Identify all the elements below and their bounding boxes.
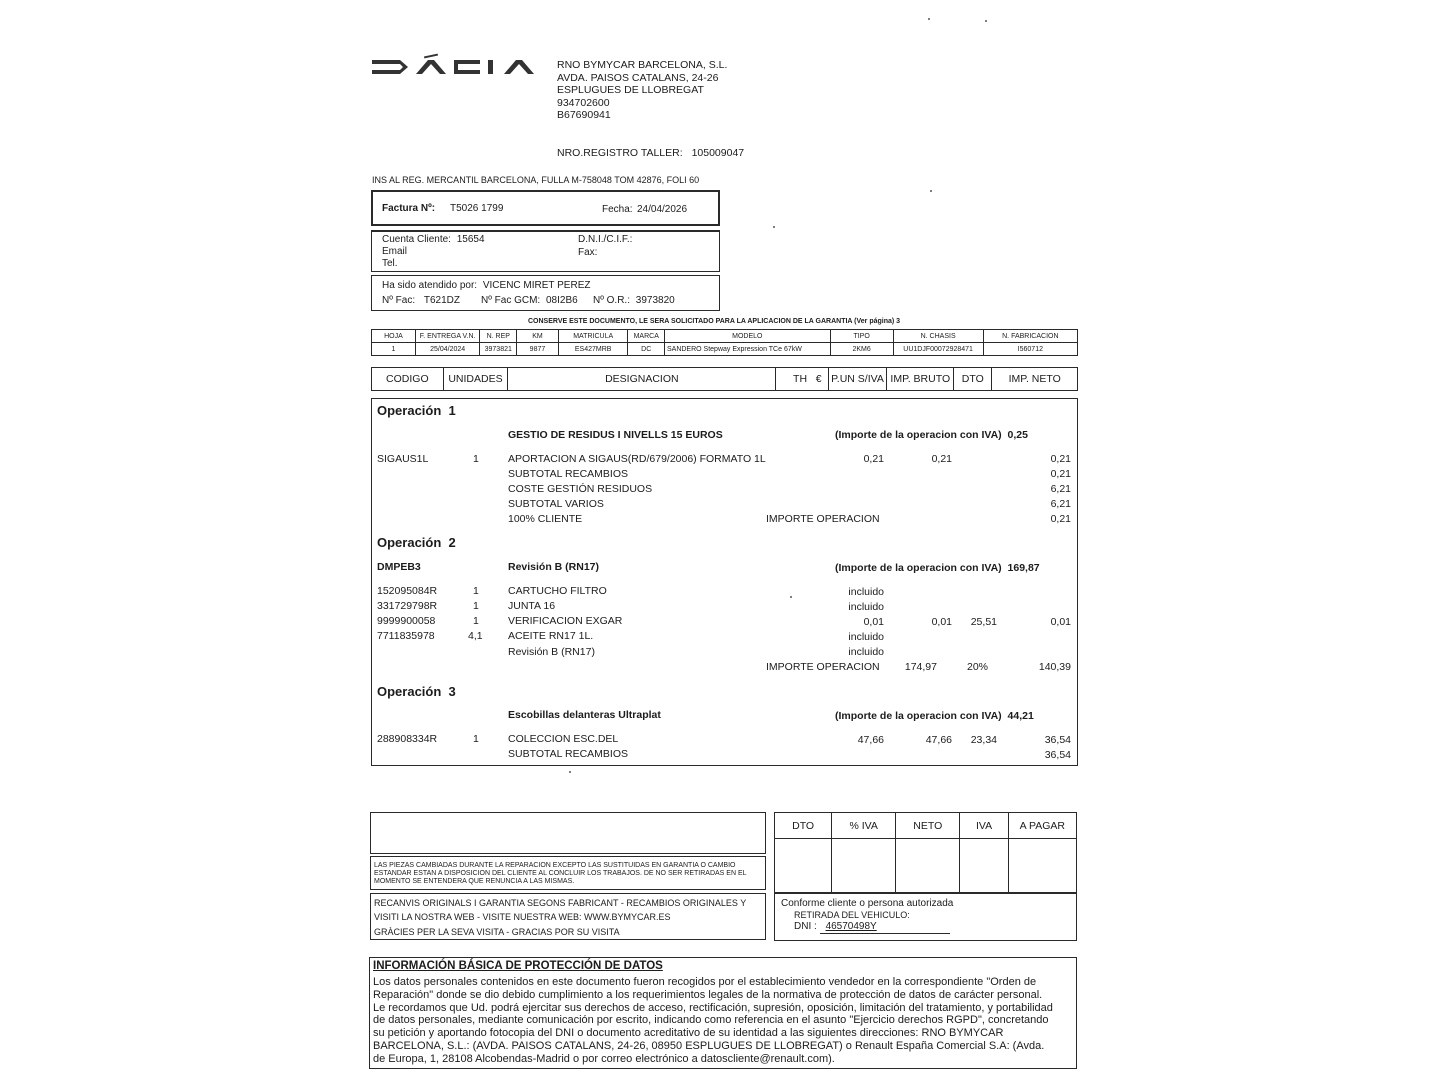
dni-label: D.N.I./C.I.F.: [578,234,633,245]
tot-iva-value [960,839,1008,893]
conforme-dni [794,921,877,932]
tot-dto-value [775,839,832,893]
op3-line-neto: 36,54 [1044,734,1071,746]
op3-line-pun: 47,66 [857,734,884,746]
op3-line-bruto: 47,66 [925,734,952,746]
privacy-line: Reparación" donde se dio debido cumplimiento a los requerimientos legales de la normativa de protección de datos de carácter personal. [373,988,1043,1001]
totals-table [774,812,1077,893]
op2-line-code: 9999900058 [377,615,436,627]
mercantil-info: INS AL REG. MERCANTIL BARCELONA, FULLA M-758048 TOM 42876, FOLI 60 [372,175,700,185]
op2-line-units: 1 [473,585,479,597]
vh-marca: MARCA [628,330,665,343]
signature-line [820,933,950,934]
op1-line-bruto: 0,21 [931,453,952,465]
op3-num: 3 [448,684,456,699]
op2-line-desc: Revisión B (RN17) [508,646,595,658]
scan-speck [569,771,571,773]
cuenta-cliente [382,234,485,245]
vh-chasis: N. CHASIS [893,330,983,343]
op1-label: Operación [377,403,442,418]
col-codigo: CODIGO [372,368,444,391]
registro-label: NRO.REGISTRO TALLER: [557,147,683,159]
fecha-value: 24/04/2026 [637,204,688,215]
op3-importe-value: 44,21 [1007,710,1034,722]
op2-line-desc: CARTUCHO FILTRO [508,585,607,597]
col-bruto: IMP. BRUTO [887,368,954,391]
op2-line-desc: JUNTA 16 [508,600,556,612]
scan-speck [790,596,792,598]
atendido-value: VICENC MIRET PEREZ [482,280,591,291]
vh-modelo: MODELO [664,330,830,343]
op1-line-neto: 6,21 [1050,483,1071,495]
company-cif: B67690941 [557,109,611,121]
op1-title [377,403,456,418]
company-name: RNO BYMYCAR BARCELONA, S.L. [557,59,728,71]
op2-num: 2 [448,535,456,550]
op1-line-pun: 0,21 [863,453,884,465]
privacy-line: de datos personales, mediante comunicación por escrito, indicando como referencia en el asunto "Ejercicio derechos RGPD", concretando [373,1014,1049,1027]
gcm-label: Nº Fac GCM: [481,295,541,306]
col-designacion: DESIGNACION [508,368,776,391]
op1-num: 1 [448,403,456,418]
fax-label: Fax: [578,247,598,258]
email-label: Email [382,246,408,257]
op3-line-dto: 23,34 [970,734,997,746]
op2-code: DMPEB3 [377,561,421,573]
vehicle-value-row [372,343,1078,356]
vh-hoja: HOJA [372,330,416,343]
scan-speck [928,18,930,20]
op1-line-neto: 6,21 [1050,498,1071,510]
op1-line-desc: SUBTOTAL VARIOS [508,498,604,510]
dacia-logo [372,52,552,82]
op2-line-neto: 0,01 [1050,616,1071,628]
piezas-notice: LAS PIEZAS CAMBIADAS DURANTE LA REPARACION EXCEPTO LAS SUSTITUIDAS EN GARANTIA O CAMBIO ESTANDAR ESTAN A DISPOSICION DEL CLIENTE AL CONCLUIR LOS TRABAJOS. DE NO SER RETIRADAS EN EL MOMENTO SE ENTENDERA QUE RENUNCIA A LAS MISMAS. [374,862,747,885]
op1-importe [835,429,1028,441]
tel-label: Tel. [382,258,398,269]
company-phone: 934702600 [557,96,610,109]
op1-line-desc: SUBTOTAL RECAMBIOS [508,468,628,480]
col-th-euro [776,368,828,391]
recambios-line1: RECANVIS ORIGINALS I GARANTIA SEGONS FABRICANT - RECAMBIOS ORIGINALES Y [374,898,747,908]
privacy-line: Los datos personales contenidos en este documento fueron recogidos por el establecimiento vendedor en la correspondiente "Orden de [373,976,1037,988]
lines-header [371,367,1078,391]
tot-iva-pct: % IVA [832,813,896,839]
op2-line-units: 1 [473,615,479,627]
op1-line-neto: 0,21 [1050,513,1071,525]
privacy-line: de Europa, 1, 28108 Alcobendas-Madrid o por correo electrónico a datoscliente@renault.com). [373,1052,835,1065]
scan-speck [773,226,775,228]
op3-title [377,684,456,699]
op1-line-neto: 0,21 [1050,468,1071,480]
op3-line-neto: 36,54 [1044,749,1071,761]
privacy-text [373,976,1073,1066]
op2-importe-value: 169,87 [1007,562,1040,574]
gcm [481,295,578,306]
vv-nrep: 3973821 [480,343,517,356]
op1-line-desc: COSTE GESTIÓN RESIDUOS [508,483,653,495]
op3-line-units: 1 [473,733,479,745]
op3-label: Operación [377,684,442,699]
privacy-title: INFORMACIÓN BÁSICA DE PROTECCIÓN DE DATOS [373,960,663,972]
tot-iva: IVA [960,813,1008,839]
privacy-line: BARCELONA, S.L.: (AVDA. PAISOS CATALANS, 24-26, 08950 ESPLUGUES DE LLOBREGAT) o Renault España Comercial S.A: (Avda. [373,1039,1045,1052]
op2-label: Operación [377,535,442,550]
op2-line-pun: incluido [848,601,884,613]
op2-line-units: 4,1 [468,630,483,642]
op2-importe-dto: 20% [966,661,988,673]
vh-nrep: N. REP [480,330,517,343]
company-info [557,59,727,122]
op3-line-code: 288908334R [377,733,438,745]
recambios-line2: VISITI LA NOSTRA WEB - VISITE NUESTRA WEB: WWW.BYMYCAR.ES [374,912,671,922]
op1-line-desc: 100% CLIENTE [508,513,583,525]
vv-tipo: 2KM6 [830,343,893,356]
col-pun: P.UN S/IVA [828,368,887,391]
gcm-value: 08I2B6 [546,295,578,306]
vv-matricula: ES427MRB [558,343,628,356]
tot-neto: NETO [896,813,960,839]
conforme-dni-label: DNI : [794,921,817,932]
vh-fabricacion: N. FABRICACION [983,330,1077,343]
or-value: 3973820 [635,295,675,306]
op2-line-pun: incluido [848,586,884,598]
op3-head: Escobillas delanteras Ultraplat [508,709,661,721]
vv-entrega: 25/04/2024 [415,343,480,356]
vv-hoja: 1 [372,343,416,356]
op2-importe-label: (Importe de la operacion con IVA) [835,562,1002,574]
or-label: Nº O.R.: [593,295,630,306]
factura-value: T5026 1799 [450,203,504,214]
col-th: TH [793,373,808,385]
factura-label: Factura Nº: [382,203,436,214]
col-dto: DTO [954,368,992,391]
conforme-line1: Conforme cliente o persona autorizada [781,898,954,909]
recambios-line3: GRÀCIES PER LA SEVA VISITA - GRACIAS POR SU VISITA [374,927,620,937]
tot-pagar-value [1008,839,1076,893]
op3-line-desc: SUBTOTAL RECAMBIOS [508,748,628,760]
tot-neto-value [896,839,960,893]
conforme-dni-value: 46570498Y [825,921,877,932]
op1-line-neto: 0,21 [1050,453,1071,465]
totals-value-row [775,839,1077,893]
privacy-line: su petición y aportando fotocopia del DNI o documento acreditativo de su identidad a las siguientes direcciones: RNO BYMYCAR [373,1027,1004,1040]
op2-line-dto: 25,51 [970,616,997,628]
scan-speck [985,20,987,22]
op2-importe-neto: 140,39 [1038,661,1071,673]
col-unidades: UNIDADES [443,368,508,391]
or [593,295,675,306]
vv-marca: DC [628,343,665,356]
vh-entrega: F. ENTREGA V.N. [415,330,480,343]
tot-iva-pct-value [832,839,896,893]
op2-importe [835,562,1040,574]
atendido-label: Ha sido atendido por: [382,280,478,291]
scan-speck [930,190,932,192]
vv-modelo: SANDERO Stepway Expression TCe 67kW [664,343,830,356]
col-euro: € [815,373,822,385]
vh-tipo: TIPO [830,330,893,343]
vehicle-table [371,329,1078,356]
op2-line-pun: 0,01 [863,616,884,628]
op2-line-desc: VERIFICACION EXGAR [508,615,623,627]
op1-head: GESTIO DE RESIDUS I NIVELLS 15 EUROS [508,429,723,441]
op2-line-code: 152095084R [377,585,438,597]
privacy-line: Le recordamos que Ud. podrá ejercitar sus derechos de acceso, rectificación, supresión, oposición, limitación del tratamiento, y portabilidad [373,1001,1053,1014]
op2-line-code: 331729798R [377,600,438,612]
op2-line-pun: incluido [848,646,884,658]
op2-head: Revisión B (RN17) [508,561,600,573]
garantia-notice: CONSERVE ESTE DOCUMENTO, LE SERA SOLICITADO PARA LA APLICACION DE LA GARANTIA (Ver página) 3 [528,318,901,325]
op2-importe-bruto: 174,97 [904,661,937,673]
cuenta-label: Cuenta Cliente: [382,234,451,245]
op1-importe-label: (Importe de la operacion con IVA) [835,429,1002,441]
vv-chasis: UU1DJF00072928471 [893,343,983,356]
op3-importe [835,710,1034,722]
op1-importe-value: 0,25 [1007,429,1028,441]
op1-line-units: 1 [473,453,479,465]
op3-importe-label: (Importe de la operacion con IVA) [835,710,1002,722]
vv-km: 9877 [517,343,559,356]
nfac-value: T621DZ [423,295,461,306]
tot-pagar: A PAGAR [1008,813,1076,839]
op3-line-desc: COLECCION ESC.DEL [508,733,619,745]
fecha-label: Fecha: [602,204,633,215]
op1-line-code: SIGAUS1L [377,453,429,465]
op1-importe-operacion: IMPORTE OPERACION [766,513,880,525]
op2-line-bruto: 0,01 [931,616,952,628]
atendido [382,280,590,291]
op2-line-units: 1 [473,600,479,612]
op2-line-code: 7711835978 [377,630,435,642]
vv-fabricacion: I560712 [983,343,1077,356]
observations-box [370,812,766,854]
cuenta-value: 15654 [456,234,485,245]
vehicle-header-row [372,330,1078,343]
vh-matricula: MATRICULA [558,330,628,343]
company-address: AVDA. PAISOS CATALANS, 24-26 [557,71,719,84]
registro-value: 105009047 [691,147,745,159]
tot-dto: DTO [775,813,832,839]
totals-header-row [775,813,1077,839]
registro-taller [557,147,744,159]
op1-line-desc: APORTACION A SIGAUS(RD/679/2006) FORMATO 1L [508,453,766,465]
company-city: ESPLUGUES DE LLOBREGAT [557,84,704,96]
conforme-line2: RETIRADA DEL VEHICULO: [794,910,910,920]
vh-km: KM [517,330,559,343]
nfac-label: Nº Fac: [382,295,416,306]
nfac [382,295,460,306]
col-neto: IMP. NETO [992,368,1078,391]
op2-importe-operacion: IMPORTE OPERACION [766,661,880,673]
op2-line-pun: incluido [848,631,884,643]
op2-title [377,535,456,550]
op2-line-desc: ACEITE RN17 1L. [508,630,594,642]
